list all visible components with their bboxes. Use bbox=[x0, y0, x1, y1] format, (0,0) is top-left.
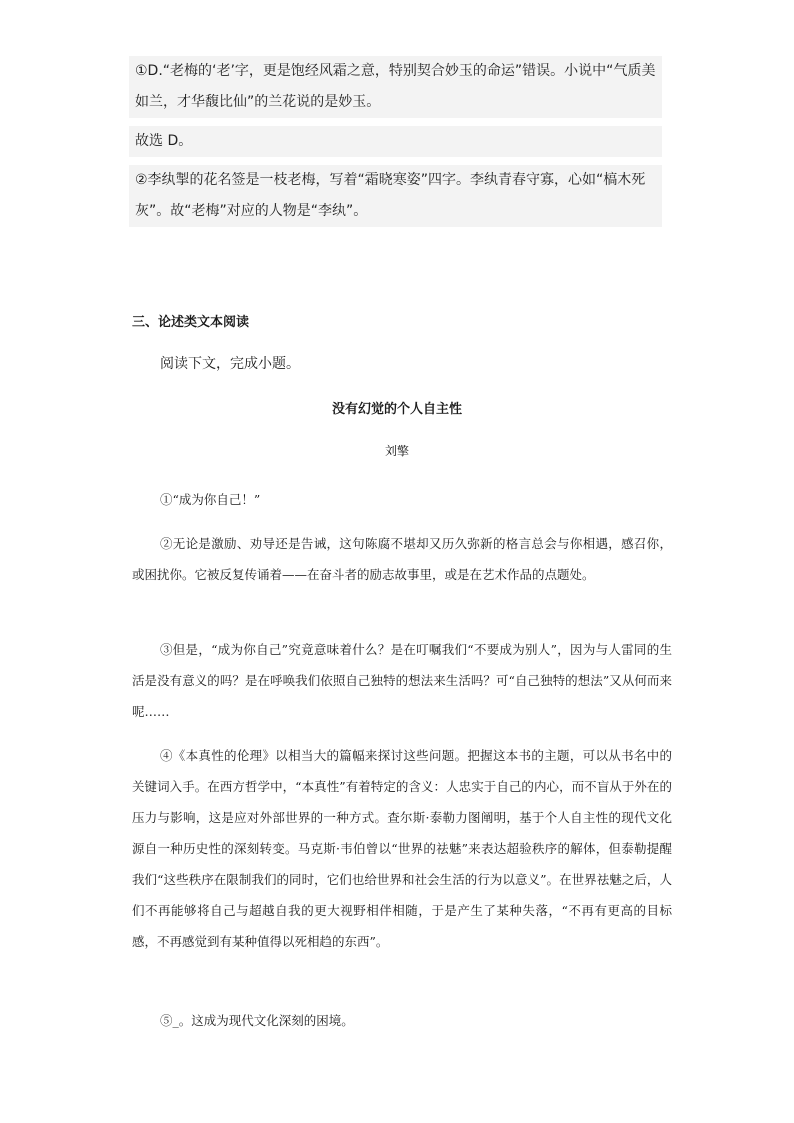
answer-choice: 故选 D。 bbox=[135, 133, 193, 149]
answer-explanation-1: ①D.“老梅的‘老’字，更是饱经风霜之意，特别契合妙玉的命运”错误。小说中“气质美如兰，才华馥比仙”的兰花说的是妙玉。 bbox=[135, 63, 656, 110]
divider bbox=[129, 157, 662, 165]
article-author: 刘擎 bbox=[384, 444, 409, 458]
paragraph-1: ①“成为你自己！” bbox=[160, 492, 261, 507]
article-title: 没有幻觉的个人自主性 bbox=[331, 402, 462, 417]
paragraph-5: ⑤_。这成为现代文化深刻的困境。 bbox=[160, 1013, 354, 1028]
paragraph-3: ③但是，“成为你自己”究竟意味着什么？是在叮嘱我们“不要成为别人”，因为与人雷同的生活是没有意义的吗？是在呼唤我们依照自己独特的想法来生活吗？可“自己独特的想法”又从何而来呢…… bbox=[132, 642, 672, 719]
answer-explanation-box bbox=[129, 56, 662, 227]
instruction: 阅读下文，完成小题。 bbox=[160, 356, 300, 372]
divider bbox=[129, 118, 662, 126]
section-heading: 三、论述类文本阅读 bbox=[132, 315, 250, 330]
paragraph-2: ②无论是激励、劝导还是告诫，这句陈腐不堪却又历久弥新的格言总会与你相遇，感召你，或困扰你。它被反复传诵着——在奋斗者的励志故事里，或是在艺术作品的点题处。 bbox=[132, 536, 672, 582]
answer-explanation-2: ②李纨掣的花名签是一枝老梅，写着“霜晓寒姿”四字。李纨青春守寡，心如“槁木死灰”。故“老梅”对应的人物是“李纨”。 bbox=[135, 172, 646, 219]
paragraph-4: ④《本真性的伦理》以相当大的篇幅来探讨这些问题。把握这本书的主题，可以从书名中的关键词入手。在西方哲学中，“本真性”有着特定的含义：人忠实于自己的内心，而不盲从于外在的压力与影响，这是应对外部世界的一种方式。查尔斯·泰勒力图阐明，基于个人自主性的现代文化源自一种历史性的深刻转变。马克斯·韦伯曾以“世界的祛魅”来表达超验秩序的解体，但泰勒提醒我们“这些秩序在限制我们的同时，它们也给世界和社会生活的行为以意义”。在世界祛魅之后，人们不再能够将自己与超越自我的更大视野相伴相随，于是产生了某种失落，“不再有更高的目标感，不再感觉到有某种值得以死相趋的东西”。 bbox=[132, 748, 672, 949]
